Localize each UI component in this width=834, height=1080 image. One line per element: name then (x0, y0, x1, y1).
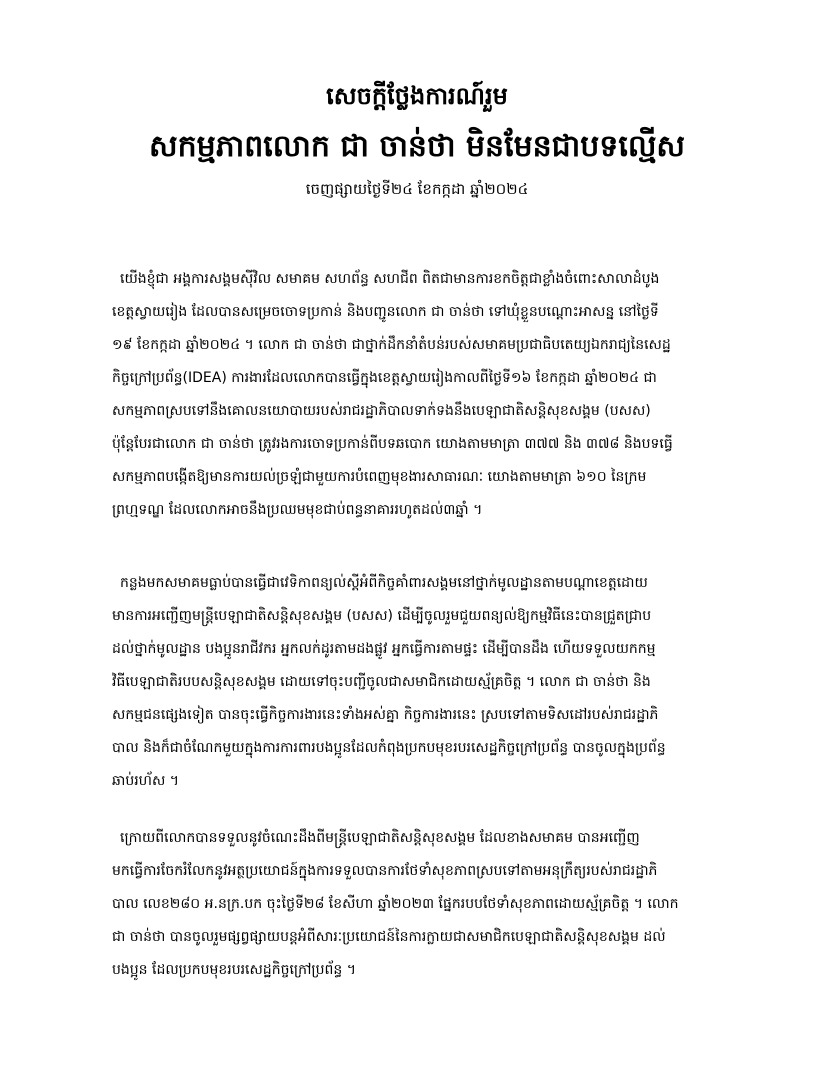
paragraph-2 (112, 567, 722, 798)
paragraph-3 (112, 822, 722, 987)
statement-headline: សកម្មភាពលោក ជា ចាន់ថា មិនមែនជាបទល្មើស (149, 129, 685, 164)
paragraph-line: វិធីបេឡាជាតិរបបសន្តិសុខសង្គម ដោយទៅចុះបញ្ជីចូលជាសមាជិកដោយស្ម័គ្រចិត្ត ។ លោក ជា ចាន់ថា និង (112, 674, 651, 690)
paragraph-line: មានការអញ្ជើញមន្ត្រីបេឡាជាតិសន្តិសុខសង្គម (បសស) ដើម្បីចូលរួមជួយពន្យល់ឱ្យកម្មវិធីនេះបានជ្រួតជ្រាប (112, 608, 652, 624)
paragraph-line: បងប្អូន ដែលប្រកបមុខរបរសេដ្ឋកិច្ចក្រៅប្រព័ន្ធ ។ (112, 962, 356, 978)
paragraph-line: សកម្មជនផ្សេងទៀត បានចុះធ្វើកិច្ចការងារនេះទាំងអស់គ្នា កិច្ចការងារនេះ ស្របទៅតាមទិសដៅរបស់រាជរដ្ឋាភិ (112, 707, 659, 723)
paragraph-line: ដល់ថ្នាក់មូលដ្ឋាន បងប្អូនរាជីវករ អ្នកលក់ដូរតាមដងផ្លូវ អ្នកធ្វើការតាមផ្ទះ ដើម្បីបានដឹង ហើយទទួលយកកម្ម (112, 641, 656, 657)
paragraph-line: ១៩ ខែកក្កដា ឆ្នាំ២០២៤ ។ លោក ជា ចាន់ថា ជាថ្នាក់ដឹកនាំតំបន់របស់សមាគមប្រជាធិបតេយ្យឯករាជ្យនៃសេដ្ឋ (112, 337, 671, 353)
paragraph-line: កិច្ចក្រៅប្រព័ន្ធ(IDEA) ការងារដែលលោកបានធ្វើក្នុងខេត្តស្វាយរៀងកាលពីថ្ងៃទី១៦ ខែកក្កដា ឆ្នាំ២០២៤ ជា (112, 370, 657, 386)
paragraph-line: សកម្មភាពស្របទៅនឹងគោលនយោបាយរបស់រាជរដ្ឋាភិបាលទាក់ទងនឹងបេឡាជាតិសន្តិសុខសង្គម (បសស) (112, 403, 651, 419)
paragraph-line: កន្លងមកសមាគមធ្លាប់បានធ្វើជាវេទិកាពន្យល់ស្តីអំពីកិច្ចគាំពារសង្គមនៅថ្នាក់មូលដ្ឋានតាមបណ្ដាខេត្តដោយ (120, 575, 648, 591)
paragraph-1 (112, 263, 722, 527)
statement-title: សេចក្តីថ្លែងការណ៍រួម (326, 82, 508, 110)
paragraph-line: ព្រហ្មទណ្ឌ ដែលលោកអាចនឹងប្រឈមមុខជាប់ពន្ធនាគាររហូតដល់៣ឆ្នាំ ។ (112, 502, 483, 518)
paragraph-line: ឆាប់រហ័ស ។ (112, 773, 179, 789)
paragraph-line: មកធ្វើការចែករំលែកនូវអត្ថប្រយោជន៍ក្នុងការទទួលបានការថែទាំសុខភាពស្របទៅតាមអនុក្រឹត្យរបស់រាជរដ្ឋាភិ (112, 863, 658, 879)
release-date: ចេញផ្សាយថ្ងៃទី២៤ ខែកក្កដា ឆ្នាំ២០២៤ (305, 180, 529, 198)
paragraph-line: យើងខ្ញុំជា អង្គការសង្គមស៊ីវិល សមាគម សហព័ន្ធ សហជីព ពិតជាមានការខកចិត្តជាខ្លាំងចំពោះសាលាដំបូង (120, 271, 660, 287)
paragraph-line: ប៉ុន្តែបែរជាលោក ជា ចាន់ថា ត្រូវរងការចោទប្រកាន់ពីបទឆបោក យោងតាមមាត្រា ៣៧៧ និង ៣៧៨ និងបទធ្វើ (112, 436, 673, 452)
paragraph-line: ជា ចាន់ថា បានចូលរួមផ្សព្វផ្សាយបន្តអំពីសារៈប្រយោជន៍នៃការក្លាយជាសមាជិកបេឡាជាតិសន្តិសុខសង្គម ដល់ (112, 929, 666, 945)
paragraph-line: បាល និងក៏ជាចំណែកមួយក្នុងការការពារបងប្អូនដែលកំពុងប្រកបមុខរបរសេដ្ឋកិច្ចក្រៅប្រព័ន្ធ បានចូលក្នុងប្រព័ន្ធ (112, 740, 666, 756)
paragraph-line: ក្រោយពីលោកបានទទួលនូវចំណេះដឹងពីមន្ត្រីបេឡាជាតិសន្តិសុខសង្គម ដែលខាងសមាគម បានអញ្ជើញ (120, 830, 640, 846)
paragraph-line: ខេត្តស្វាយរៀង ដែលបានសម្រេចចោទប្រកាន់ និងបញ្ជូនលោក ជា ចាន់ថា ទៅឃុំខ្លួនបណ្ដោះអាសន្ន នៅថ្ងៃទី (112, 304, 659, 320)
paragraph-line: បាល លេខ២៨០ អ.នក្រ.បក ចុះថ្ងៃទី២៨ ខែសីហា ឆ្នាំ២០២៣ ផ្នែករបបថែទាំសុខភាពដោយស្ម័គ្រចិត្ត ។ លោក (112, 896, 679, 912)
paragraph-line: សកម្មភាពបង្កើតឱ្យមានការយល់ច្រឡំជាមួយការបំពេញមុខងារសាធារណៈ យោងតាមមាត្រា ៦១០ នៃក្រម (112, 469, 647, 485)
